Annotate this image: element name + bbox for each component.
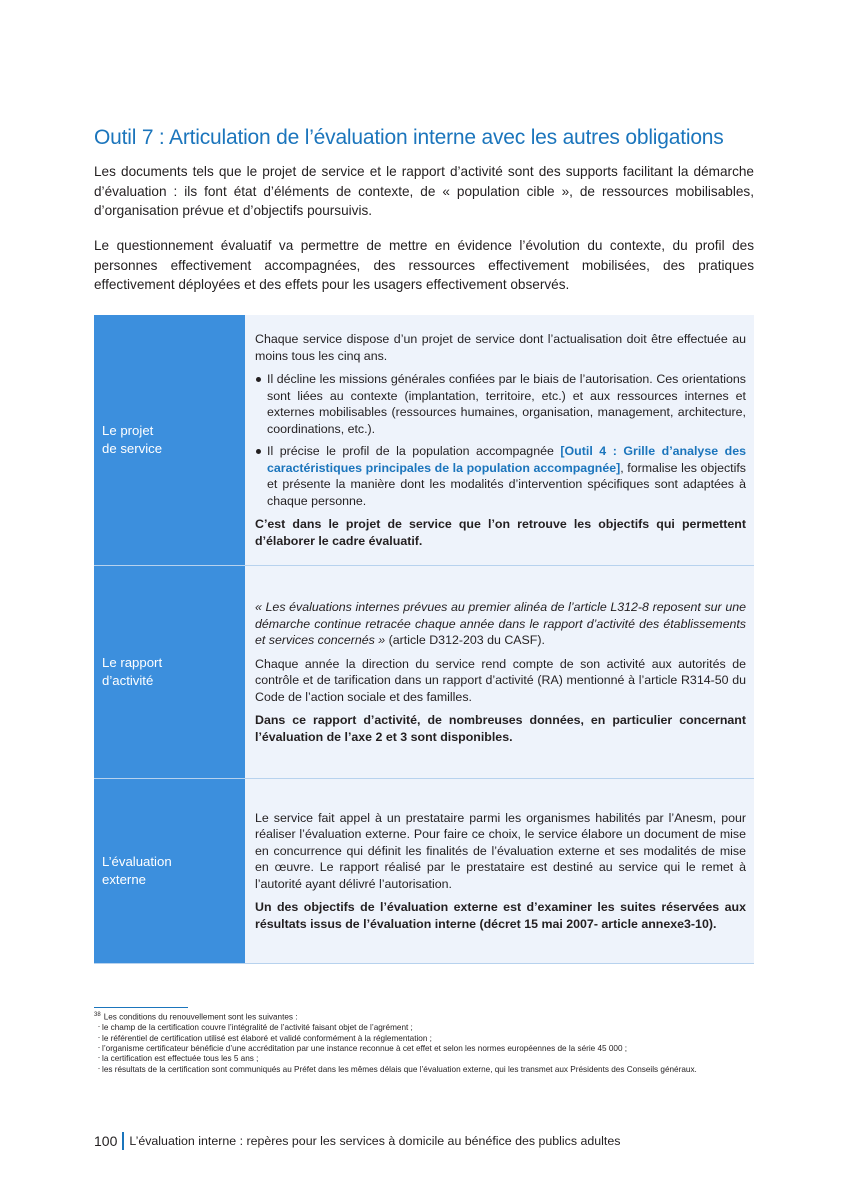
row-content	[245, 779, 754, 964]
table-row	[94, 566, 754, 779]
footnote-head: $^{38}$ Les conditions du renouvellement sont les suivantes :	[94, 1012, 298, 1022]
footnote-divider	[94, 1007, 188, 1008]
paragraph: Chaque année la direction du service rend compte de son activité aux autorités de contrôle et de tarification dans un rapport d’activité (RA) mentionné à l’article R314-50 du Code de l’action sociale et des familles.	[255, 656, 746, 704]
row-label: Le projet de service	[94, 315, 245, 566]
tool-table	[94, 315, 754, 964]
footnote-line: - l’organisme certificateur bénéficie d’une accréditation par une instance reconnue à cet effet et selon les normes européennes de la série 45 000 ;	[94, 1044, 774, 1054]
footnote-line: - la certification est effectuée tous les 5 ans ;	[94, 1054, 774, 1064]
conclusion: Dans ce rapport d’activité, de nombreuses données, en particulier concernant l’évaluation de l’axe 2 et 3 sont disponibles.	[255, 713, 746, 744]
footnote-line: - le champ de la certification couvre l’intégralité de l’activité faisant objet de l’agrément ;	[94, 1023, 774, 1033]
footnote-line: - les résultats de la certification sont communiqués au Préfet dans les mêmes délais que l’évaluation externe, qui les transmet aux Présidents des Conseils généraux.	[94, 1065, 774, 1075]
footer-separator	[122, 1132, 124, 1150]
list-item: Il décline les missions générales confiées par le biais de l’autorisation. Ces orientations sont liées au contexte (implantation, territoire, etc.) et aux ressources internes et externes mobilisables (ressources humaines, organisation, management, architecture, coordinations, etc.).	[255, 371, 746, 437]
conclusion: Un des objectifs de l’évaluation externe est d’examiner les suites réservées aux résultats issus de l’évaluation interne (décret 15 mai 2007- article annexe3-10).	[255, 900, 746, 931]
intro-paragraph: Le questionnement évaluatif va permettre de mettre en évidence l’évolution du contexte, du profil des personnes effectivement accompagnées, des ressources effectivement mobilisées, des pratiques effectivement déployées et des effets pour les usagers effectivement observés.	[94, 238, 754, 292]
quote-paragraph: « Les évaluations internes prévues au premier alinéa de l’article L312-8 reposent sur une démarche continue retracée chaque année dans le rapport d’activité des établissements et services concernés » (article D312-203 du CASF).	[255, 600, 746, 647]
row-content	[245, 566, 754, 779]
conclusion: C’est dans le projet de service que l’on retrouve les objectifs qui permettent d’élaborer le cadre évaluatif.	[255, 517, 746, 548]
tool-reference-link[interactable]: [Outil 4 : Grille d’analyse des caractéristiques principales de la population accompagnée]	[267, 444, 746, 475]
row-content	[245, 315, 754, 566]
row-label: Le rapport d’activité	[94, 566, 245, 779]
page-number: 100	[94, 1133, 118, 1149]
list-item: Il précise le profil de la population accompagnée [Outil 4 : Grille d’analyse des caractéristiques principales de la population accompagnée], formalise les objectifs et présente la manière dont les modalités d’intervention spécifiques sont adaptées à chaque personne.	[255, 443, 746, 509]
table-row	[94, 315, 754, 566]
intro-paragraph: Les documents tels que le projet de service et le rapport d’activité sont des supports facilitant la démarche d’évaluation : ils font état d’éléments de contexte, de « population cible », de ressources mobilisables, d’organisation prévue et d’objectifs poursuivis.	[94, 164, 754, 218]
bullet-list	[255, 371, 746, 509]
paragraph: Le service fait appel à un prestataire parmi les organismes habilités par l’Anesm, pour réaliser l’évaluation externe. Pour faire ce choix, le service élabore un document de mise en concurrence qui définit les finalités de l’évaluation externe et ses modalités de mise en œuvre. Le rapport réalisé par le prestataire est destiné au service qui le remet à l’autorité ayant délivré l’autorisation.	[255, 810, 746, 891]
footnotes	[94, 1010, 774, 1075]
row-label: L’évaluation externe	[94, 779, 245, 964]
table-row	[94, 779, 754, 964]
page-title: Outil 7 : Articulation de l’évaluation interne avec les autres obligations	[94, 126, 724, 149]
paragraph: Chaque service dispose d’un projet de service dont l’actualisation doit être effectuée au moins tous les cinq ans.	[255, 332, 746, 363]
page-footer	[94, 1132, 620, 1150]
footnote-line: - le référentiel de certification utilisé est élaboré et validé conformément à la réglementation ;	[94, 1034, 774, 1044]
footer-text: L’évaluation interne : repères pour les services à domicile au bénéfice des publics adultes	[129, 1134, 621, 1148]
